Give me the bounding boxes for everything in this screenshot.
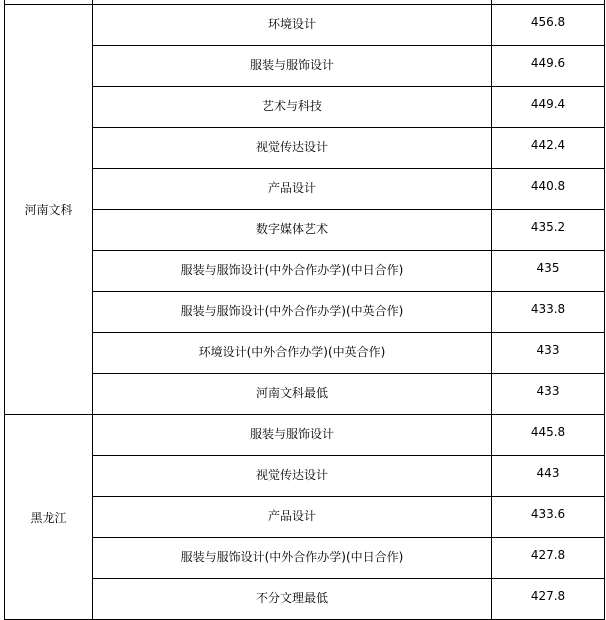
table-row bbox=[5, 579, 605, 620]
score-cell: 443 bbox=[492, 456, 605, 497]
table-row bbox=[5, 333, 605, 374]
table-row bbox=[5, 128, 605, 169]
major-cell: 数字媒体艺术 bbox=[93, 210, 492, 251]
major-cell: 服装与服饰设计(中外合作办学)(中日合作) bbox=[93, 538, 492, 579]
major-cell: 视觉传达设计 bbox=[93, 456, 492, 497]
score-cell: 433.6 bbox=[492, 497, 605, 538]
table-row bbox=[5, 87, 605, 128]
score-cell: 433.8 bbox=[492, 292, 605, 333]
score-cell: 449.6 bbox=[492, 46, 605, 87]
major-cell: 艺术与科技 bbox=[93, 87, 492, 128]
major-cell: 服装与服饰设计 bbox=[93, 46, 492, 87]
score-cell: 433 bbox=[492, 374, 605, 415]
score-cell: 456.8 bbox=[492, 5, 605, 46]
table-row bbox=[5, 292, 605, 333]
table-row bbox=[5, 415, 605, 456]
major-cell: 不分文理最低 bbox=[93, 579, 492, 620]
table-row bbox=[5, 456, 605, 497]
score-cell: 435 bbox=[492, 251, 605, 292]
major-cell: 产品设计 bbox=[93, 497, 492, 538]
table-row bbox=[5, 5, 605, 46]
score-cell: 433 bbox=[492, 333, 605, 374]
table-row bbox=[5, 497, 605, 538]
major-cell: 环境设计 bbox=[93, 5, 492, 46]
major-cell: 服装与服饰设计(中外合作办学)(中英合作) bbox=[93, 292, 492, 333]
score-table bbox=[4, 0, 605, 620]
score-cell: 427.8 bbox=[492, 538, 605, 579]
score-cell: 427.8 bbox=[492, 579, 605, 620]
major-cell: 产品设计 bbox=[93, 169, 492, 210]
region-cell: 黑龙江 bbox=[5, 415, 93, 620]
score-cell: 445.8 bbox=[492, 415, 605, 456]
table-row bbox=[5, 374, 605, 415]
table-row bbox=[5, 169, 605, 210]
table-row bbox=[5, 46, 605, 87]
table-row bbox=[5, 538, 605, 579]
table-row bbox=[5, 210, 605, 251]
table-row bbox=[5, 251, 605, 292]
score-cell: 440.8 bbox=[492, 169, 605, 210]
score-cell: 449.4 bbox=[492, 87, 605, 128]
major-cell: 河南文科最低 bbox=[93, 374, 492, 415]
major-cell: 视觉传达设计 bbox=[93, 128, 492, 169]
region-cell: 河南文科 bbox=[5, 5, 93, 415]
major-cell: 服装与服饰设计 bbox=[93, 415, 492, 456]
major-cell: 环境设计(中外合作办学)(中英合作) bbox=[93, 333, 492, 374]
major-cell: 服装与服饰设计(中外合作办学)(中日合作) bbox=[93, 251, 492, 292]
score-cell: 435.2 bbox=[492, 210, 605, 251]
score-cell: 442.4 bbox=[492, 128, 605, 169]
